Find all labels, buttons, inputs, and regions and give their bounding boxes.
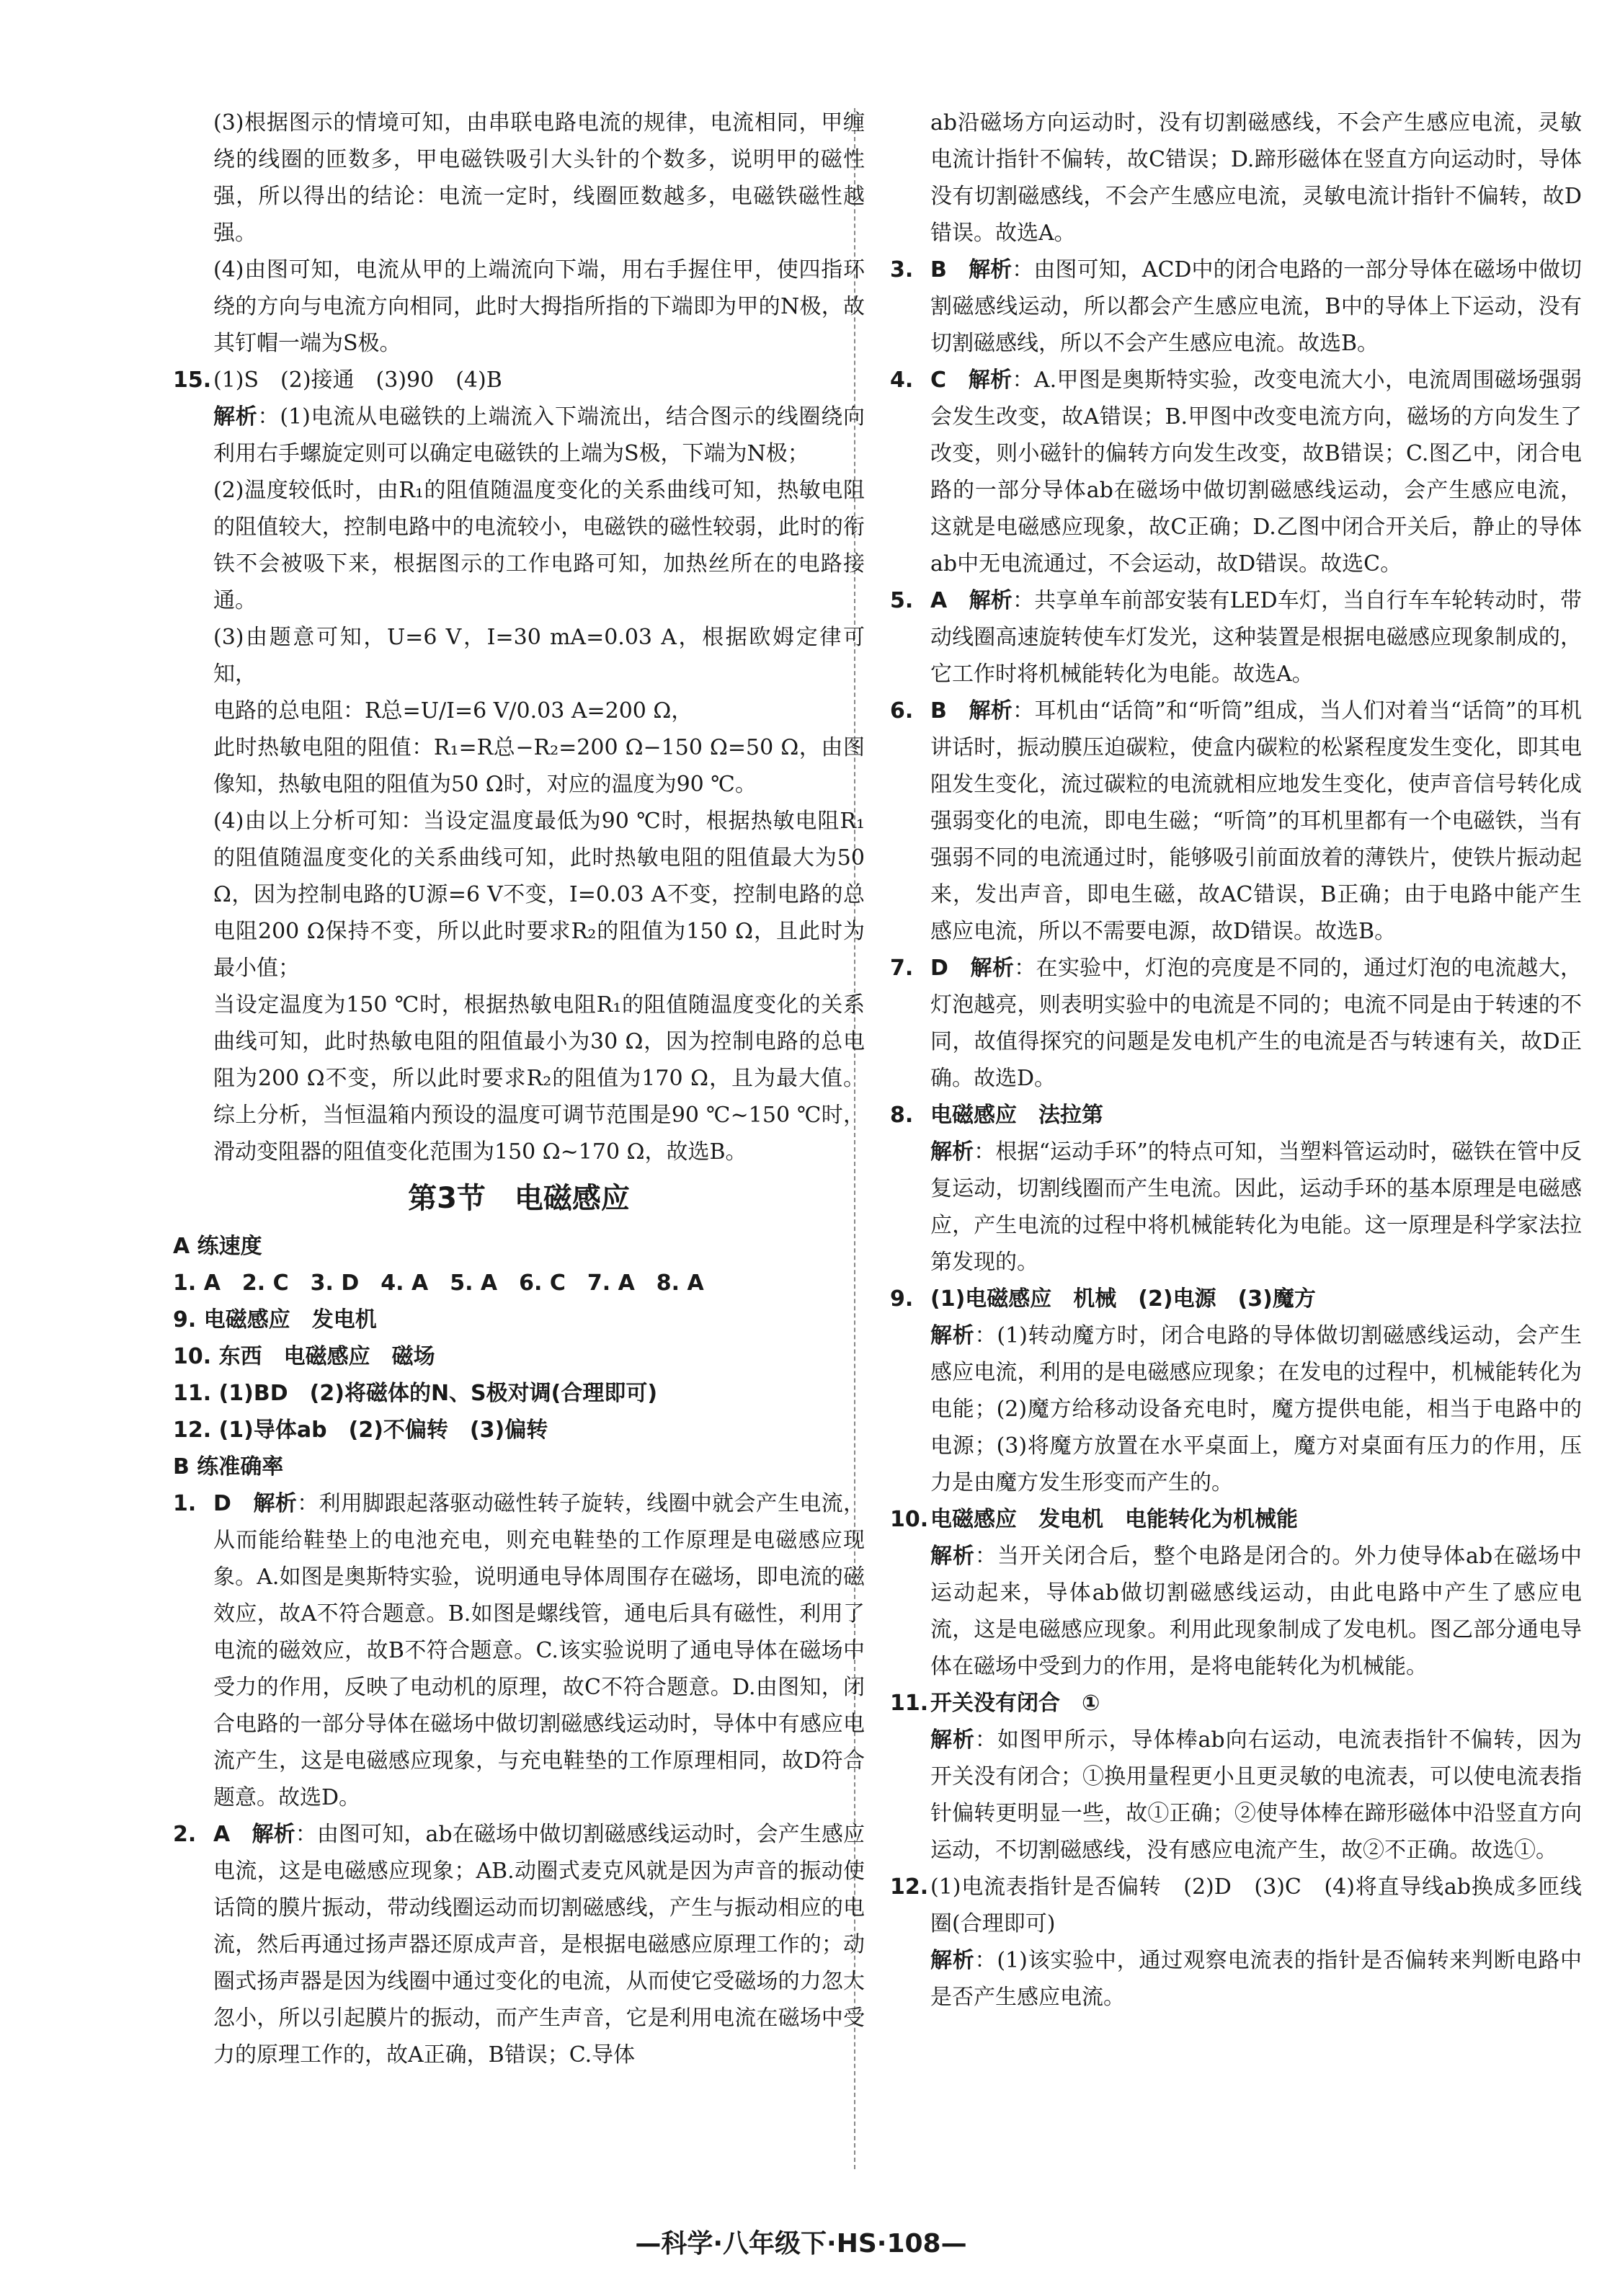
- question-11: [890, 1685, 1582, 1722]
- paragraph: (3)根据图示的情境可知，由串联电路电流的规律，电流相同，甲缠绕的线圈的匝数多，甲电磁铁吸引大头针的个数多，说明甲的磁性强，所以得出的结论：电流一定时，线圈匝数越多，电磁铁磁性越强。: [213, 110, 865, 246]
- formula-line: 电路的总电阻：R总=U/I=6 V/0.03 A=200 Ω，: [213, 698, 693, 724]
- page-footer: —科学·八年级下·HS·108—: [635, 2229, 967, 2259]
- explanation: 解析：(1)电流从电磁铁的上端流入下端流出，结合图示的线圈绕向利用右手螺旋定则可以确定电磁铁的上端为S极，下端为N极；: [213, 404, 865, 466]
- question-number: 1.: [173, 1491, 197, 1516]
- question-number: 2.: [173, 1822, 197, 1847]
- explanation-label: 解析: [969, 257, 1013, 282]
- question-number: 12.: [890, 1874, 929, 1900]
- explanation: 解析：(1)该实验中，通过观察电流表的指针是否偏转来判断电路中是否产生感应电流。: [930, 1948, 1583, 2010]
- question-number: 8.: [890, 1103, 914, 1128]
- question-15: [173, 362, 865, 399]
- explanation-label: 解析: [930, 1323, 975, 1348]
- question-1: 1. D 解析：利用脚跟起落驱动磁性转子旋转，线圈中就会产生电流，从而能给鞋垫上的电池充电，则充电鞋垫的工作原理是电磁感应现象。A.如图是奥斯特实验，说明通电导体周围存在磁场，即电流的磁效应，故A不符合题意。B.如图是螺线管，通电后具有磁性，利用了电流的磁效应，故B不符合题意。C.该实验说明了通电导体在磁场中受力的作用，反映了电动机的原理，故C不符合题意。D.由图知，闭合电路的一部分导体在磁场中做切割磁感线运动时，导体中有感应电流产生，这是电磁感应现象，与充电鞋垫的工作原理相同，故D符合题意。故选D。: [173, 1485, 865, 1816]
- answer-line: 12. (1)导体ab (2)不偏转 (3)偏转: [173, 1418, 548, 1443]
- question-3: 3. B 解析：由图可知，ACD中的闭合电路的一部分导体在磁场中做切割磁感线运动，所以都会产生感应电流，B中的导体上下运动，没有切割磁感线，所以不会产生感应电流。故选B。: [890, 252, 1582, 362]
- answer-line: 9. 电磁感应 发电机: [173, 1307, 377, 1332]
- question-12: [890, 1869, 1582, 1942]
- question-2: 2. A 解析：由图可知，ab在磁场中做切割磁感线运动时，会产生感应电流，这是电磁感应现象；AB.动圈式麦克风就是因为声音的振动使话筒的膜片振动，带动线圈运动而切割磁感线，产生与振动相应的电流，然后再通过扬声器还原成声音，是根据电磁感应原理工作的；动圈式扬声器是因为线圈中通过变化的电流，从而使它受磁场的力忽大忽小，所以引起膜片的振动，而产生声音，它是利用电流在磁场中受力的原理工作的，故A正确，B错误；C.导体: [173, 1816, 865, 2073]
- answer: B: [930, 257, 947, 282]
- question-9: [890, 1281, 1582, 1317]
- paragraph: 此时热敏电阻的阻值：R₁=R总−R₂=200 Ω−150 Ω=50 Ω，由图像知，热敏电阻的阻值为50 Ω时，对应的温度为90 ℃。: [213, 735, 865, 797]
- answer: (1)电磁感应 机械 (2)电源 (3)魔方: [930, 1286, 1316, 1312]
- section-title: 第3节 电磁感应: [408, 1182, 630, 1215]
- paragraph: (3)由题意可知，U=6 V，I=30 mA=0.03 A，根据欧姆定律可知，: [213, 625, 865, 687]
- question-10: [890, 1501, 1582, 1538]
- question-5: 5. A 解析：共享单车前部安装有LED车灯，当自行车车轮转动时，带动线圈高速旋转使车灯发光，这种装置是根据电磁感应现象制成的，它工作时将机械能转化为电能。故选A。: [890, 582, 1582, 693]
- explanation-label: 解析: [930, 1139, 974, 1165]
- answer: 开关没有闭合 ①: [930, 1691, 1100, 1716]
- explanation-label: 解析: [930, 1544, 975, 1569]
- question-7: 7. D 解析：在实验中，灯泡的亮度是不同的，通过灯泡的电流越大，灯泡越亮，则表明实验中的电流是不同的；电流不同是由于转速的不同，故值得探究的问题是发电机产生的电流是否与转速有关，故D正确。故选D。: [890, 950, 1582, 1097]
- question-number: 10.: [890, 1507, 929, 1532]
- subsection-title: B 练准确率: [173, 1454, 284, 1480]
- explanation: 解析：如图甲所示，导体棒ab向右运动，电流表指针不偏转，因为开关没有闭合；①换用量程更小且更灵敏的电流表，可以使电流表指针偏转更明显一些，故①正确；②使导体棒在蹄形磁体中沿竖直方向运动，不切割磁感线，没有感应电流产生，故②不正确。故选①。: [930, 1727, 1582, 1863]
- explanation: 解析：根据“运动手环”的特点可知，当塑料管运动时，磁铁在管中反复运动，切割线圈而产生电流。因此，运动手环的基本原理是电磁感应，产生电流的过程中将机械能转化为电能。这一原理是科学家法拉第发现的。: [930, 1139, 1582, 1275]
- question-number: 3.: [890, 257, 914, 282]
- question-number: 6.: [890, 698, 914, 724]
- explanation-label: 解析: [213, 404, 258, 430]
- question-8: [890, 1097, 1582, 1134]
- answer: D: [930, 956, 948, 981]
- answer: (1)S (2)接通 (3)90 (4)B: [213, 368, 502, 393]
- explanation-label: 解析: [968, 368, 1013, 393]
- explanation-label: 解析: [253, 1491, 298, 1516]
- explanation-label: 解析: [930, 1948, 975, 1973]
- question-number: 7.: [890, 956, 914, 981]
- subsection-title: A 练速度: [173, 1234, 262, 1259]
- explanation: 解析：当开关闭合后，整个电路是闭合的。外力使导体ab在磁场中运动起来，导体ab做切割磁感线运动，由此电路中产生了感应电流，这是电磁感应现象。利用此现象制成了发电机。图乙部分通电导体在磁场中受到力的作用，是将电能转化为机械能。: [930, 1544, 1582, 1679]
- explanation-label: 解析: [969, 698, 1013, 724]
- paragraph: (4)由图可知，电流从甲的上端流向下端，用右手握住甲，使四指环绕的方向与电流方向相同，此时大拇指所指的下端即为甲的N极，故其钉帽一端为S极。: [213, 257, 865, 356]
- answer-line: 1. A 2. C 3. D 4. A 5. A 6. C 7. A 8. A: [173, 1271, 704, 1296]
- paragraph: (2)温度较低时，由R₁的阻值随温度变化的关系曲线可知，热敏电阻的阻值较大，控制电路中的电流较小，电磁铁的磁性较弱，此时的衔铁不会被吸下来，根据图示的工作电路可知，加热丝所在的电路接通。: [213, 478, 865, 613]
- question-number: 4.: [890, 368, 914, 393]
- question-number: 9.: [890, 1286, 914, 1312]
- left-column: [173, 104, 865, 2073]
- question-number: 5.: [890, 588, 914, 613]
- paragraph: (4)由以上分析可知：当设定温度最低为90 ℃时，根据热敏电阻R₁的阻值随温度变化的关系曲线可知，此时热敏电阻的阻值最大为50 Ω，因为控制电路的U源=6 V不变，I=0.03 A不变，控制电路的总电阻200 Ω保持不变，所以此时要求R₂的阻值为150 Ω，且此时为最小值；: [213, 809, 865, 981]
- question-6: 6. B 解析：耳机由“话筒”和“听筒”组成，当人们对着当“话筒”的耳机讲话时，振动膜压迫碳粒，使盒内碳粒的松紧程度发生变化，即其电阻发生变化，流过碳粒的电流就相应地发生变化，使声音信号转化成强弱变化的电流，即电生磁；“听筒”的耳机里都有一个电磁铁，当有强弱不同的电流通过时，能够吸引前面放着的薄铁片，使铁片振动起来，发出声音，即电生磁，故AC错误，B正确；由于电路中能产生感应电流，所以不需要电源，故D错误。故选B。: [890, 693, 1582, 950]
- question-number: 11.: [890, 1691, 929, 1716]
- answer: D: [213, 1491, 231, 1516]
- explanation-label: 解析: [930, 1727, 975, 1753]
- paragraph: ab沿磁场方向运动时，没有切割磁感线，不会产生感应电流，灵敏电流计指针不偏转，故C错误；D.蹄形磁体在竖直方向运动时，导体没有切割磁感线，不会产生感应电流，灵敏电流计指针不偏转，故D错误。故选A。: [930, 110, 1582, 246]
- answer: 电磁感应 法拉第: [930, 1103, 1103, 1128]
- answer: A: [213, 1822, 231, 1847]
- answer-line: 10. 东西 电磁感应 磁场: [173, 1344, 435, 1369]
- answer: C: [930, 368, 947, 393]
- answer-line: 11. (1)BD (2)将磁体的N、S极对调(合理即可): [173, 1381, 658, 1406]
- explanation-label: 解析: [969, 588, 1013, 613]
- right-column: [890, 104, 1582, 2016]
- answer: 电磁感应 发电机 电能转化为机械能: [930, 1507, 1298, 1532]
- explanation-label: 解析: [970, 956, 1015, 981]
- question-4: 4. C 解析：A.甲图是奥斯特实验，改变电流大小，电流周围磁场强弱会发生改变，故A错误；B.甲图中改变电流方向，磁场的方向发生了改变，则小磁针的偏转方向发生改变，故B错误；C.图乙中，闭合电路的一部分导体ab在磁场中做切割磁感线运动，会产生感应电流，这就是电磁感应现象，故C正确；D.乙图中闭合开关后，静止的导体ab中无电流通过，不会运动，故D错误。故选C。: [890, 362, 1582, 582]
- question-number: 15.: [173, 368, 212, 393]
- explanation-label: 解析: [252, 1822, 295, 1847]
- answer: (1)电流表指针是否偏转 (2)D (3)C (4)将直导线ab换成多匝线圈(合理即可): [930, 1874, 1582, 1936]
- paragraph: 当设定温度为150 ℃时，根据热敏电阻R₁的阻值随温度变化的关系曲线可知，此时热敏电阻的阻值最小为30 Ω，因为控制电路的总电阻为200 Ω不变，所以此时要求R₂的阻值为170 Ω，且为最大值。综上分析，当恒温箱内预设的温度可调节范围是90 ℃~150 ℃时，滑动变阻器的阻值变化范围为150 Ω~170 Ω，故选B。: [213, 992, 865, 1165]
- explanation: 解析：(1)转动魔方时，闭合电路的导体做切割磁感线运动，会产生感应电流，利用的是电磁感应现象；在发电的过程中，机械能转化为电能；(2)魔方给移动设备充电时，魔方提供电能，相当于电路中的电源；(3)将魔方放置在水平桌面上，魔方对桌面有压力的作用，压力是由魔方发生形变而产生的。: [930, 1323, 1583, 1495]
- answer: B: [930, 698, 947, 724]
- answer: A: [930, 588, 948, 613]
